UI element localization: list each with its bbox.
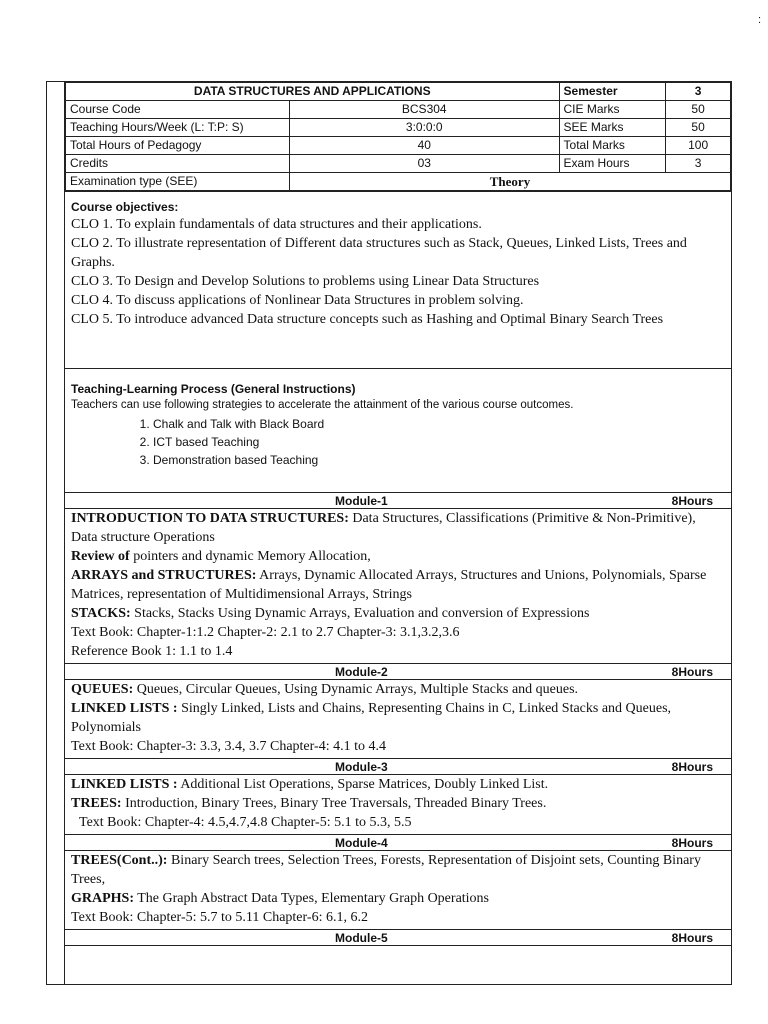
topic-text: Singly Linked, Lists and Chains, Representing Chains in C, Linked Stacks and Queues, Polynomials	[71, 701, 672, 735]
info-value: BCS304	[289, 101, 559, 119]
clo-item: CLO 3. To Design and Develop Solutions to problems using Linear Data Structures	[71, 274, 540, 289]
module-line	[71, 699, 723, 737]
marks-value: 100	[666, 137, 731, 155]
tlp-description: Teachers can use following strategies to accelerate the attainment of the various course outcomes.	[71, 399, 574, 411]
topic-heading: LINKED LISTS :	[71, 777, 178, 792]
info-row	[66, 101, 731, 119]
topic-heading: Review of	[71, 549, 130, 564]
info-label: Credits	[66, 155, 290, 173]
info-value: 3:0:0:0	[289, 119, 559, 137]
module-header	[65, 834, 731, 851]
topic-text: Text Book: Chapter-1:1.2 Chapter-2: 2.1 to 2.7 Chapter-3: 3.1,3.2,3.6	[71, 625, 460, 640]
topic-heading: QUEUES:	[71, 682, 134, 697]
info-value: 40	[289, 137, 559, 155]
topic-text: Reference Book 1: 1.1 to 1.4	[71, 644, 233, 659]
info-value: 03	[289, 155, 559, 173]
marks-value: 3	[666, 155, 731, 173]
topic-text: Introduction, Binary Trees, Binary Tree Traversals, Threaded Binary Trees.	[121, 796, 547, 811]
info-row	[66, 137, 731, 155]
topic-heading: INTRODUCTION TO DATA STRUCTURES:	[71, 511, 349, 526]
marks-value: 50	[666, 119, 731, 137]
exam-type-value: Theory	[289, 173, 730, 191]
clo-item: CLO 1. To explain fundamentals of data structures and their applications.	[71, 217, 482, 232]
module-line	[71, 775, 723, 794]
course-title: DATA STRUCTURES AND APPLICATIONS	[66, 83, 560, 101]
topic-heading: GRAPHS:	[71, 891, 134, 906]
topic-heading: ARRAYS and STRUCTURES:	[71, 568, 257, 583]
module-line	[71, 851, 723, 889]
tlp-list	[71, 415, 723, 469]
topic-heading: TREES:	[71, 796, 122, 811]
topic-heading: TREES(Cont..):	[71, 853, 168, 868]
topic-text: Arrays, Dynamic Allocated Arrays, Structures and Unions, Polynomials, Sparse Matrices, representation of Multidimensional Arrays, Strings	[71, 568, 707, 602]
topic-text: The Graph Abstract Data Types, Elementary Graph Operations	[134, 891, 490, 906]
module-title: Module-1	[335, 494, 388, 508]
module-hours: 8Hours	[671, 836, 713, 850]
exam-type-row	[66, 173, 731, 191]
topic-text: pointers and dynamic Memory Allocation,	[129, 549, 371, 564]
module-body	[65, 509, 731, 663]
topic-text: Stacks, Stacks Using Dynamic Arrays, Evaluation and conversion of Expressions	[130, 606, 590, 621]
topic-text: Queues, Circular Queues, Using Dynamic Arrays, Multiple Stacks and queues.	[133, 682, 579, 697]
module-header	[65, 758, 731, 775]
module-title: Module-2	[335, 665, 388, 679]
tlp-item: 1. Chalk and Talk with Black Board	[153, 415, 723, 433]
marks-label: SEE Marks	[559, 119, 666, 137]
module-hours: 8Hours	[671, 494, 713, 508]
clo-item: CLO 2. To illustrate representation of Different data structures such as Stack, Queues, Linked Lists, Trees and Graphs.	[71, 236, 687, 270]
info-row	[66, 155, 731, 173]
topic-text: Data Structures, Classifications (Primitive & Non-Primitive), Data structure Operations	[71, 511, 696, 545]
module-header	[65, 929, 731, 946]
marks-value: 50	[666, 101, 731, 119]
course-info-table	[65, 82, 731, 191]
module-header	[65, 492, 731, 509]
modules-section	[65, 492, 731, 946]
topic-text: Text Book: Chapter-4: 4.5,4.7,4.8 Chapter-5: 5.1 to 5.3, 5.5	[79, 815, 412, 830]
topic-heading: STACKS:	[71, 606, 131, 621]
tlp-item: 2. ICT based Teaching	[153, 433, 723, 451]
topic-heading: LINKED LISTS :	[71, 701, 178, 716]
module-body	[65, 775, 731, 834]
teaching-learning-process	[65, 368, 731, 492]
clo-item: CLO 5. To introduce advanced Data structure concepts such as Hashing and Optimal Binary Search Trees	[71, 312, 664, 327]
marks-label: Total Marks	[559, 137, 666, 155]
module-line	[71, 566, 723, 604]
clo-item: CLO 4. To discuss applications of Nonlinear Data Structures in problem solving.	[71, 293, 524, 308]
tlp-item: 3. Demonstration based Teaching	[153, 451, 723, 469]
module-hours: 8Hours	[671, 931, 713, 945]
module-line	[71, 908, 723, 927]
syllabus-content	[65, 82, 731, 984]
module-title: Module-3	[335, 760, 388, 774]
tlp-title: Teaching-Learning Process (General Instructions)	[71, 382, 356, 396]
exam-type-label: Examination type (SEE)	[66, 173, 290, 191]
module-title: Module-4	[335, 836, 388, 850]
module-hours: 8Hours	[671, 760, 713, 774]
module-body	[65, 851, 731, 929]
module-line	[71, 604, 723, 623]
module-hours: 8Hours	[671, 665, 713, 679]
info-label: Total Hours of Pedagogy	[66, 137, 290, 155]
module-line	[71, 794, 723, 813]
module-line	[71, 547, 723, 566]
marks-label: Exam Hours	[559, 155, 666, 173]
syllabus-sheet	[46, 81, 732, 985]
topic-text: Text Book: Chapter-5: 5.7 to 5.11 Chapter-6: 6.1, 6.2	[71, 910, 368, 925]
corner-mark: :	[758, 14, 762, 26]
module-line	[71, 642, 723, 661]
module-title: Module-5	[335, 931, 388, 945]
module-line	[71, 509, 723, 547]
module-line	[71, 623, 723, 642]
objectives-title: Course objectives:	[71, 200, 179, 214]
semester-value: 3	[666, 83, 731, 101]
semester-label: Semester	[559, 83, 666, 101]
info-row	[66, 119, 731, 137]
marks-label: CIE Marks	[559, 101, 666, 119]
left-margin-strip	[47, 82, 65, 984]
module-header	[65, 663, 731, 680]
course-objectives	[65, 191, 731, 368]
module-line	[71, 737, 723, 756]
module-line	[71, 680, 723, 699]
module-body	[65, 680, 731, 758]
module-line	[71, 889, 723, 908]
topic-text: Additional List Operations, Sparse Matrices, Doubly Linked List.	[177, 777, 549, 792]
info-label: Course Code	[66, 101, 290, 119]
module-line	[71, 813, 723, 832]
topic-text: Text Book: Chapter-3: 3.3, 3.4, 3.7 Chapter-4: 4.1 to 4.4	[71, 739, 386, 754]
title-row	[66, 83, 731, 101]
info-label: Teaching Hours/Week (L: T:P: S)	[66, 119, 290, 137]
topic-text: Binary Search trees, Selection Trees, Forests, Representation of Disjoint sets, Counting Binary Trees,	[71, 853, 701, 887]
